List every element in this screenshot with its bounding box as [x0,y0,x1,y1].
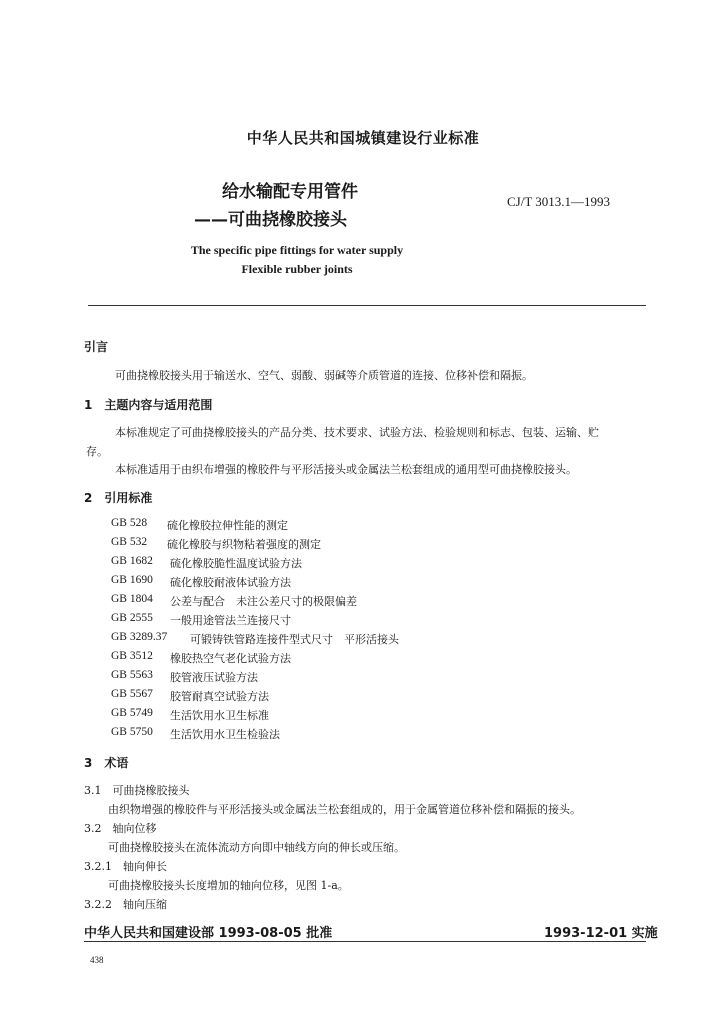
section-3-1-text: 由织物增强的橡胶件与平形活接头或金属法兰松套组成的，用于金属管道位移补偿和隔振的接头。 [108,803,581,816]
section-3-2-heading: 3.2 轴向位移 [84,822,157,835]
reference-code: GB 3289.37 [111,631,168,643]
reference-code: GB 1690 [111,574,153,586]
document-subtitle-cn: ——可曲挠橡胶接头 [194,210,347,230]
section-3-2-text: 可曲挠橡胶接头在流体流动方向即中轴线方向的伸长或压缩。 [108,841,405,854]
section-3-1-heading: 3.1 可曲挠橡胶接头 [84,784,190,797]
section-2-heading: 2 引用标准 [84,491,153,505]
reference-name: 胶管液压试验方法 [170,671,258,684]
reference-code: GB 532 [111,536,148,548]
standard-organization: 中华人民共和国城镇建设行业标准 [246,129,480,147]
approval-date: 中华人民共和国建设部 1993-08-05 批准 [84,926,333,941]
section-3-2-2-heading: 3.2.2 轴向压缩 [84,898,167,911]
reference-code: GB 1682 [111,555,153,567]
reference-name: 硫化橡胶拉伸性能的测定 [167,519,288,532]
reference-name: 生活饮用水卫生标准 [170,709,269,722]
intro-text: 可曲挠橡胶接头用于输送水、空气、弱酸、弱碱等介质管道的连接、位移补偿和隔振。 [115,369,533,382]
implementation-date: 1993-12-01 实施 [544,926,658,941]
reference-name: 硫化橡胶与织物粘着强度的测定 [167,538,321,551]
section-3-2-1-heading: 3.2.1 轴向伸长 [84,860,167,873]
header-divider [88,305,646,306]
section-1-para-2: 本标准适用于由织布增强的橡胶件与平形活接头或金属法兰松套组成的通用型可曲挠橡胶接头。 [115,463,577,476]
intro-heading: 引言 [84,340,109,354]
reference-name: 一般用途管法兰连接尺寸 [170,614,291,627]
document-title-cn: 给水输配专用管件 [222,182,358,202]
section-1-heading: 1 主题内容与适用范围 [84,398,213,412]
standard-number: CJ/T 3013.1—1993 [507,194,611,209]
reference-name: 橡胶热空气老化试验方法 [170,652,291,665]
section-3-heading: 3 术语 [84,756,129,770]
document-subtitle-en: Flexible rubber joints [241,262,353,276]
reference-code: GB 1804 [111,593,153,605]
reference-name: 胶管耐真空试验方法 [170,690,269,703]
reference-name: 生活饮用水卫生检验法 [170,728,280,741]
reference-name: 可锻铸铁管路连接件型式尺寸 平形活接头 [190,633,399,646]
section-3-2-1-text: 可曲挠橡胶接头长度增加的轴向位移，见图 1-a。 [108,879,349,892]
reference-name: 公差与配合 未注公差尺寸的极限偏差 [170,595,357,608]
reference-code: GB 5567 [111,688,153,700]
reference-code: GB 2555 [111,612,153,624]
reference-code: GB 3512 [111,650,153,662]
reference-name: 硫化橡胶耐液体试验方法 [170,576,291,589]
reference-code: GB 5563 [111,669,153,681]
reference-name: 硫化橡胶脆性温度试验方法 [170,557,302,570]
section-1-para-1-line-2: 存。 [86,445,108,458]
reference-code: GB 528 [111,517,148,529]
section-1-para-1-line-1: 本标准规定了可曲挠橡胶接头的产品分类、技术要求、试验方法、检验规则和标志、包装、运输、贮 [115,426,599,439]
reference-code: GB 5750 [111,726,153,738]
footer-divider [84,941,646,942]
document-title-en: The specific pipe fittings for water supply [190,243,404,257]
reference-code: GB 5749 [111,707,153,719]
page-number: 438 [90,955,104,965]
